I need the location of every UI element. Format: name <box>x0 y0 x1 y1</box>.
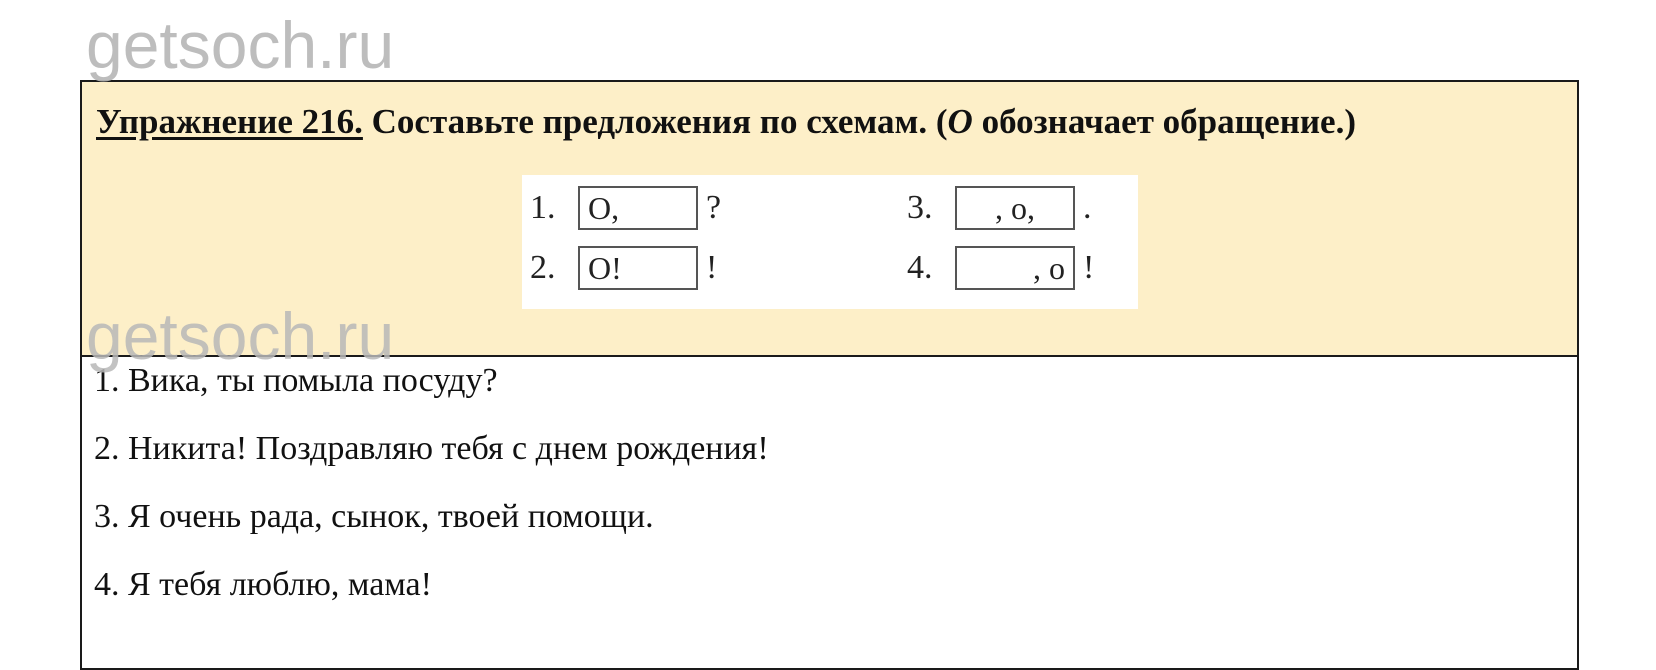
answer-line-4: 4. Я тебя люблю, мама! <box>94 566 432 603</box>
schema-2-punct: ! <box>706 249 718 286</box>
answer-line-1: 1. Вика, ты помыла посуду? <box>94 362 498 399</box>
exercise-header <box>82 82 1577 357</box>
schema-3-punct: . <box>1083 189 1092 226</box>
schema-1-punct: ? <box>706 189 722 226</box>
schema-2-index: 2. <box>530 249 556 286</box>
schema-1 <box>530 185 721 231</box>
exercise-instruction-part2: обозначает обращение.) <box>972 102 1356 141</box>
schema-3-index: 3. <box>907 189 933 226</box>
answers-list <box>94 364 769 636</box>
schema-1-frame: О, <box>578 186 698 230</box>
schema-2-frame: О! <box>578 246 698 290</box>
schema-3 <box>907 185 1092 231</box>
exercise-instruction-o: О <box>947 102 973 141</box>
answer-line-3: 3. Я очень рада, сынок, твоей помощи. <box>94 498 654 535</box>
schema-4-index: 4. <box>907 249 933 286</box>
schema-4-punct: ! <box>1083 249 1095 286</box>
schema-4-frame: , о <box>955 246 1075 290</box>
schema-3-frame: , о, <box>955 186 1075 230</box>
exercise-table <box>80 80 1579 670</box>
watermark-middle: getsoch.ru <box>86 299 395 373</box>
exercise-instruction-part1: Составьте предложения по схемам. ( <box>362 102 948 141</box>
schema-1-index: 1. <box>530 189 556 226</box>
watermark-top: getsoch.ru <box>86 8 395 82</box>
exercise-number: Упражнение 216. <box>96 102 363 141</box>
schema-2 <box>530 245 717 291</box>
exercise-title <box>96 102 1356 142</box>
schema-image <box>522 175 1138 309</box>
schema-4 <box>907 245 1094 291</box>
answer-line-2: 2. Никита! Поздравляю тебя с днем рождения! <box>94 430 769 467</box>
